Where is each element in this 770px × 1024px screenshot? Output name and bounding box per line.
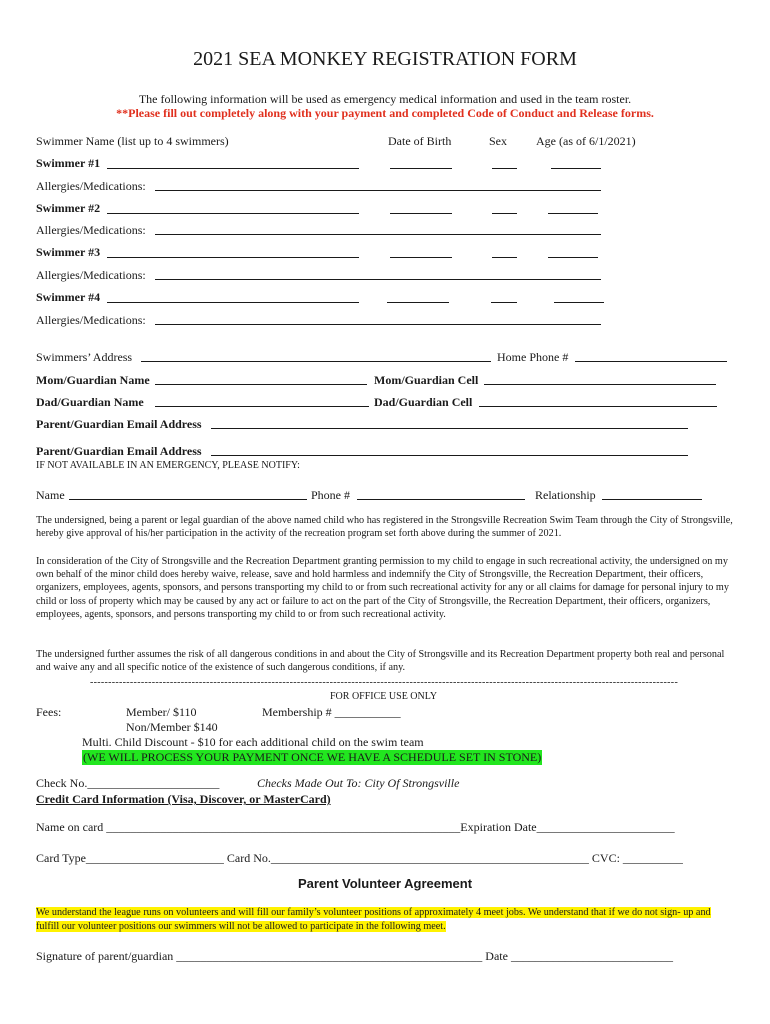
intro-text: The following information will be used as emergency medical information and used in the team roster. [138, 92, 632, 106]
col-swimmer-name: Swimmer Name (list up to 4 swimmers) [36, 134, 229, 148]
swimmer-2-sex-field[interactable] [492, 213, 517, 214]
swimmer-1-allergies-label: Allergies/Medications: [36, 179, 146, 193]
member-fee: Member/ $110 [126, 705, 197, 719]
emergency-phone-label: Phone # [311, 488, 350, 502]
col-sex: Sex [489, 134, 507, 148]
form-title: 2021 SEA MONKEY REGISTRATION FORM [193, 48, 577, 70]
swimmer-4-label: Swimmer #4 [36, 290, 101, 304]
waiver-paragraph: In consideration of the City of Strongsville and the Recreation Department granting permission to my child to engage in such recreational activity, the undersigned on my own behalf of the minor child does hereby waive, release, save and hold harmless and indemnify the City of Strongsville, the Recreation Department, their officers, organizers, employees, agents, sponsors, and persons transporting my child to or from such recreational activity for any or all claims for damage for personal injury to my child or loss of property which may be caused by any act or failure to act on the part of the City of Strongsville, the Recreation Department, their officers, organizers, employees, agents, sponsors, and persons transporting my child to or from such recreational activity. [36, 556, 729, 620]
emergency-note: IF NOT AVAILABLE IN AN EMERGENCY, PLEASE NOTIFY: [36, 460, 300, 471]
signature-row[interactable]: Signature of parent/guardian ___________________________________________________ Date ___________________________ [36, 949, 673, 963]
membership-number: Membership # ___________ [262, 705, 401, 719]
swimmer-4-name-field[interactable] [107, 302, 359, 303]
col-date-of-birth: Date of Birth [388, 134, 452, 148]
credit-card-title: Credit Card Information (Visa, Discover, or MasterCard) [36, 792, 331, 806]
mom-cell-field[interactable] [484, 384, 716, 385]
fees-label: Fees: [36, 705, 62, 719]
dad-cell-label: Dad/Guardian Cell [374, 395, 473, 409]
check-number: Check No.______________________ [36, 776, 220, 790]
email-2-label: Parent/Guardian Email Address [36, 444, 202, 458]
swimmer-2-allergies-field[interactable] [155, 234, 601, 235]
home-phone-label: Home Phone # [497, 350, 569, 364]
emergency-name-field[interactable] [69, 499, 307, 500]
swimmer-2-name-field[interactable] [107, 213, 359, 214]
dad-name-label: Dad/Guardian Name [36, 395, 144, 409]
col-age: Age (as of 6/1/2021) [536, 134, 636, 148]
relationship-field[interactable] [602, 499, 702, 500]
swimmer-1-age-field[interactable] [551, 168, 601, 169]
mom-name-label: Mom/Guardian Name [36, 373, 150, 387]
swimmer-2-dob-field[interactable] [390, 213, 452, 214]
emergency-phone-field[interactable] [357, 499, 525, 500]
volunteer-title: Parent Volunteer Agreement [297, 876, 473, 891]
swimmer-4-allergies-label: Allergies/Medications: [36, 313, 146, 327]
dad-cell-field[interactable] [479, 406, 717, 407]
volunteer-agreement-text: We understand the league runs on volunteers and will fill our family’s volunteer positions of approximately 4 meet jobs. We understand that if we do not sign- up and fulfill our volunteer positions our swimmers will not be allowed to participate in the following meet. [36, 907, 711, 932]
swimmer-4-sex-field[interactable] [491, 302, 517, 303]
relationship-label: Relationship [535, 488, 596, 502]
swimmer-2-allergies-label: Allergies/Medications: [36, 223, 146, 237]
swimmer-2-age-field[interactable] [548, 213, 598, 214]
swimmer-1-dob-field[interactable] [390, 168, 452, 169]
office-use-label: FOR OFFICE USE ONLY [330, 691, 438, 702]
checks-payable-note: Checks Made Out To: City Of Strongsville [257, 776, 460, 790]
swimmer-3-allergies-label: Allergies/Medications: [36, 268, 146, 282]
instructions-warning: **Please fill out completely along with your payment and completed Code of Conduct and Release forms. [116, 106, 654, 120]
risk-paragraph: The undersigned further assumes the risk of all dangerous conditions in and about the City of Strongsville and its Recreation Department property both real and personal and waive any and all specific notice of the existence of such dangerous conditions, if any. [36, 649, 725, 674]
payment-schedule-note: (WE WILL PROCESS YOUR PAYMENT ONCE WE HAVE A SCHEDULE SET IN STONE) [83, 750, 542, 764]
divider-dashes: ------------------------------------------------------------------------------------------------------------------------------------------------------------------ [90, 677, 679, 688]
email-1-label: Parent/Guardian Email Address [36, 417, 202, 431]
swimmer-3-age-field[interactable] [548, 257, 598, 258]
swimmer-3-dob-field[interactable] [390, 257, 452, 258]
swimmer-2-label: Swimmer #2 [36, 201, 101, 215]
mom-name-field[interactable] [155, 384, 367, 385]
swimmer-4-dob-field[interactable] [387, 302, 449, 303]
swimmer-3-allergies-field[interactable] [155, 279, 601, 280]
swimmer-1-sex-field[interactable] [492, 168, 517, 169]
swimmer-1-label: Swimmer #1 [36, 156, 101, 170]
swimmer-4-allergies-field[interactable] [155, 324, 601, 325]
swimmer-3-name-field[interactable] [107, 257, 359, 258]
email-2-field[interactable] [211, 455, 688, 456]
name-on-card-row[interactable]: Name on card ___________________________________________________________Expiration Date_______________________ [36, 820, 675, 834]
swimmer-1-name-field[interactable] [107, 168, 359, 169]
email-1-field[interactable] [211, 428, 688, 429]
dad-name-field[interactable] [155, 406, 369, 407]
swimmer-1-allergies-field[interactable] [155, 190, 601, 191]
emergency-name-label: Name [36, 488, 65, 502]
nonmember-fee: Non/Member $140 [126, 720, 218, 734]
volunteer-text-block [36, 906, 736, 933]
swimmer-3-label: Swimmer #3 [36, 245, 101, 259]
card-details-row[interactable]: Card Type_______________________ Card No._____________________________________________________ CVC: __________ [36, 851, 683, 865]
home-phone-field[interactable] [575, 361, 727, 362]
swimmer-4-age-field[interactable] [554, 302, 604, 303]
address-field[interactable] [141, 361, 491, 362]
swimmer-3-sex-field[interactable] [492, 257, 517, 258]
multi-child-discount: Multi. Child Discount - $10 for each additional child on the swim team [82, 735, 424, 749]
approval-paragraph: The undersigned, being a parent or legal guardian of the above named child who has registered in the Strongsville Recreation Swim Team through the City of Strongsville, hereby give approval of his/her participation in the activity of the recreation program set forth above during the summer of 2021. [36, 515, 733, 540]
address-label: Swimmers’ Address [36, 350, 133, 364]
mom-cell-label: Mom/Guardian Cell [374, 373, 479, 387]
